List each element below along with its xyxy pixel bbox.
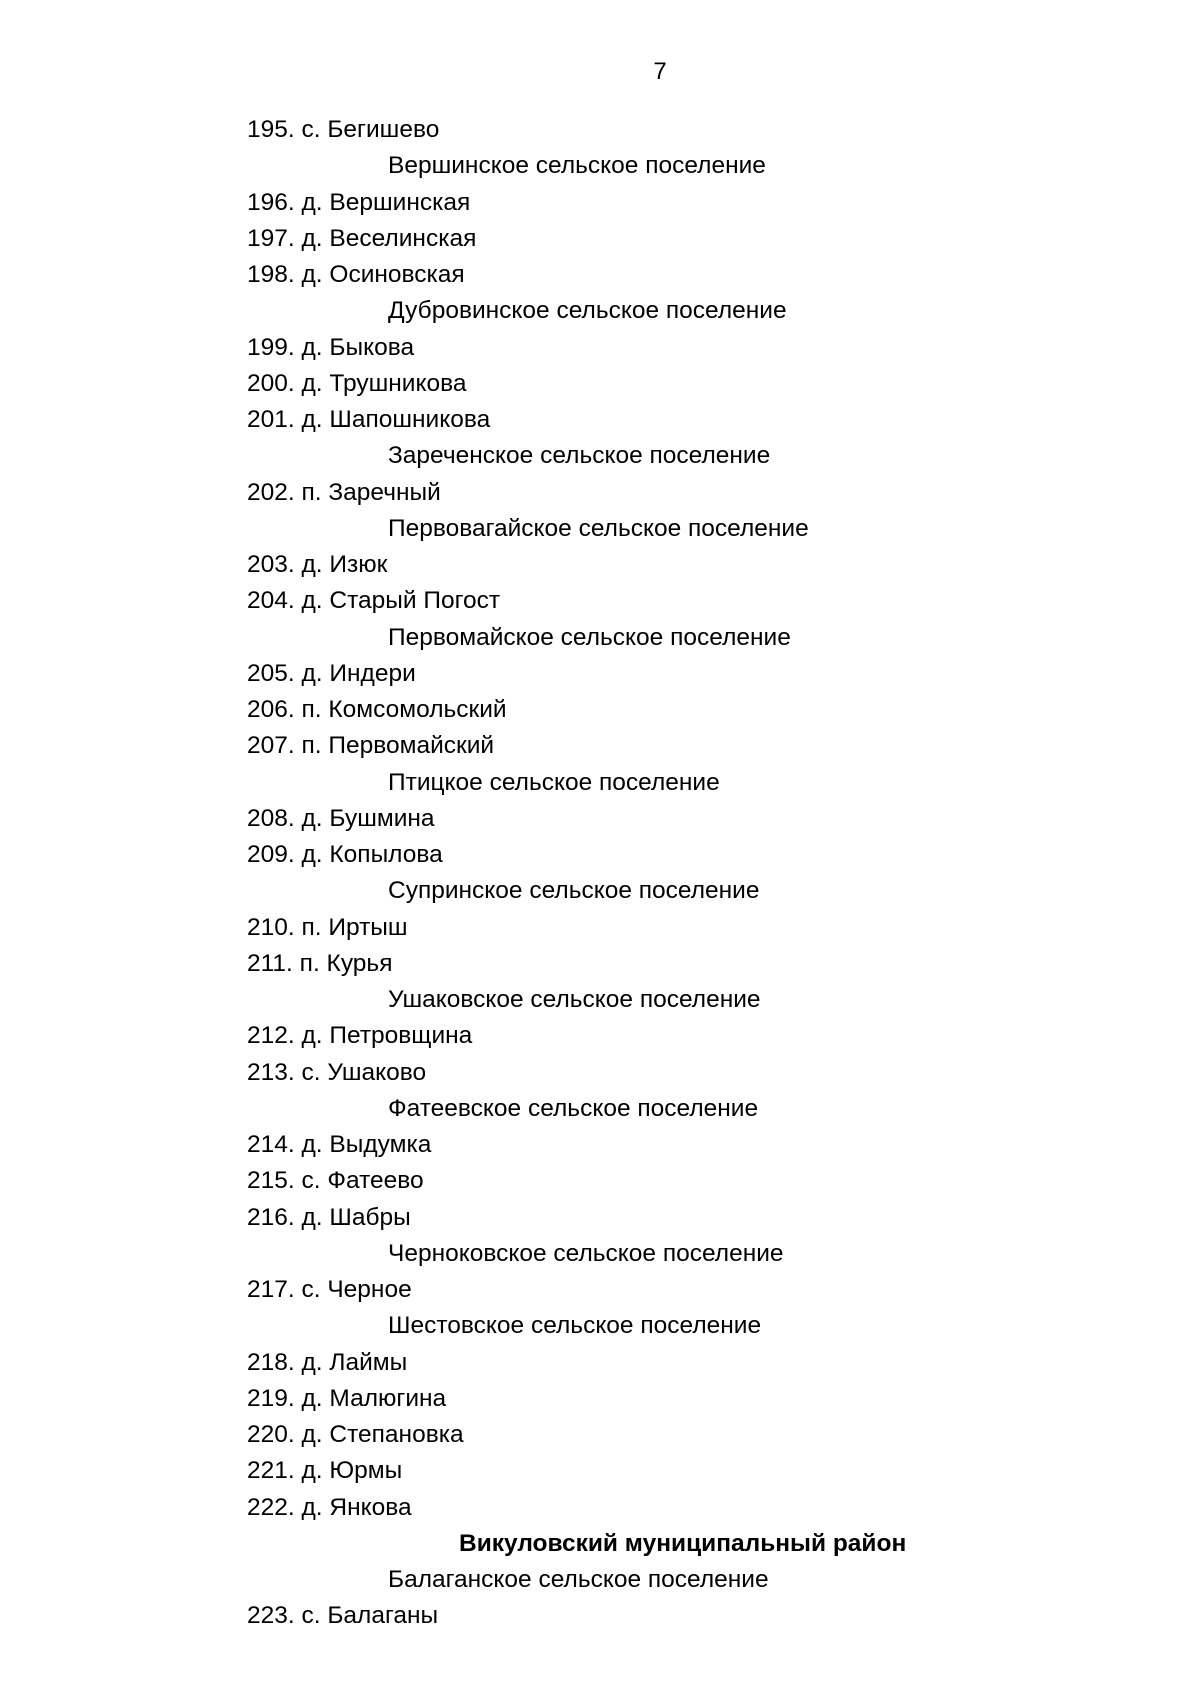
locality-entry: 200. д. Трушникова [247,369,467,397]
locality-entry: 207. п. Первомайский [247,732,495,760]
settlement-heading: Ушаковское сельское поселение [388,986,761,1013]
locality-entry: 221. д. Юрмы [247,1457,403,1485]
locality-entry: 222. д. Янкова [247,1493,412,1521]
district-heading: Викуловский муниципальный район [459,1529,907,1557]
settlement-heading: Птицкое сельское поселение [388,768,720,796]
locality-entry: 215. с. Фатеево [247,1167,424,1195]
locality-entry: 216. д. Шабры [247,1203,411,1231]
locality-entry: 201. д. Шапошникова [247,406,491,433]
locality-entry: 205. д. Индери [247,659,416,687]
settlement-heading: Первовагайское сельское поселение [388,514,809,542]
locality-entry: 219. д. Малюгина [247,1384,447,1412]
locality-entry: 198. д. Осиновская [247,261,465,288]
locality-entry: 218. д. Лаймы [247,1348,408,1376]
locality-entry: 212. д. Петровщина [247,1022,473,1050]
settlement-list [0,112,1200,1635]
locality-entry: 204. д. Старый Погост [247,587,501,615]
settlement-heading: Дубровинское сельское поселение [388,297,787,325]
locality-entry: 203. д. Изюк [247,551,388,578]
locality-entry: 195. с. Бегишево [247,116,440,143]
settlement-heading: Черноковское сельское поселение [388,1239,784,1267]
settlement-heading: Зареченское сельское поселение [388,442,771,470]
locality-entry: 199. д. Быкова [247,333,415,361]
locality-entry: 220. д. Степановка [247,1421,464,1448]
locality-entry: 211. п. Курья [247,949,393,977]
settlement-heading: Балаганское сельское поселение [388,1566,769,1593]
locality-entry: 209. д. Копылова [247,841,443,868]
settlement-heading: Шестовское сельское поселение [388,1312,762,1340]
page-number: 7 [653,58,667,85]
settlement-heading: Супринское сельское поселение [388,877,760,905]
locality-entry: 206. п. Комсомольский [247,696,507,723]
locality-entry: 202. п. Заречный [247,478,441,506]
locality-entry: 213. с. Ушаково [247,1058,427,1086]
locality-entry: 197. д. Веселинская [247,224,477,252]
locality-entry: 196. д. Вершинская [247,188,471,216]
settlement-heading: Фатеевское сельское поселение [388,1094,759,1122]
settlement-heading: Первомайское сельское поселение [388,623,791,651]
locality-entry: 223. с. Балаганы [247,1602,439,1630]
settlement-heading: Вершинское сельское поселение [388,152,766,180]
locality-entry: 210. п. Иртыш [247,913,408,941]
locality-entry: 208. д. Бушмина [247,804,435,832]
locality-entry: 217. с. Черное [247,1276,412,1303]
locality-entry: 214. д. Выдумка [247,1131,432,1158]
